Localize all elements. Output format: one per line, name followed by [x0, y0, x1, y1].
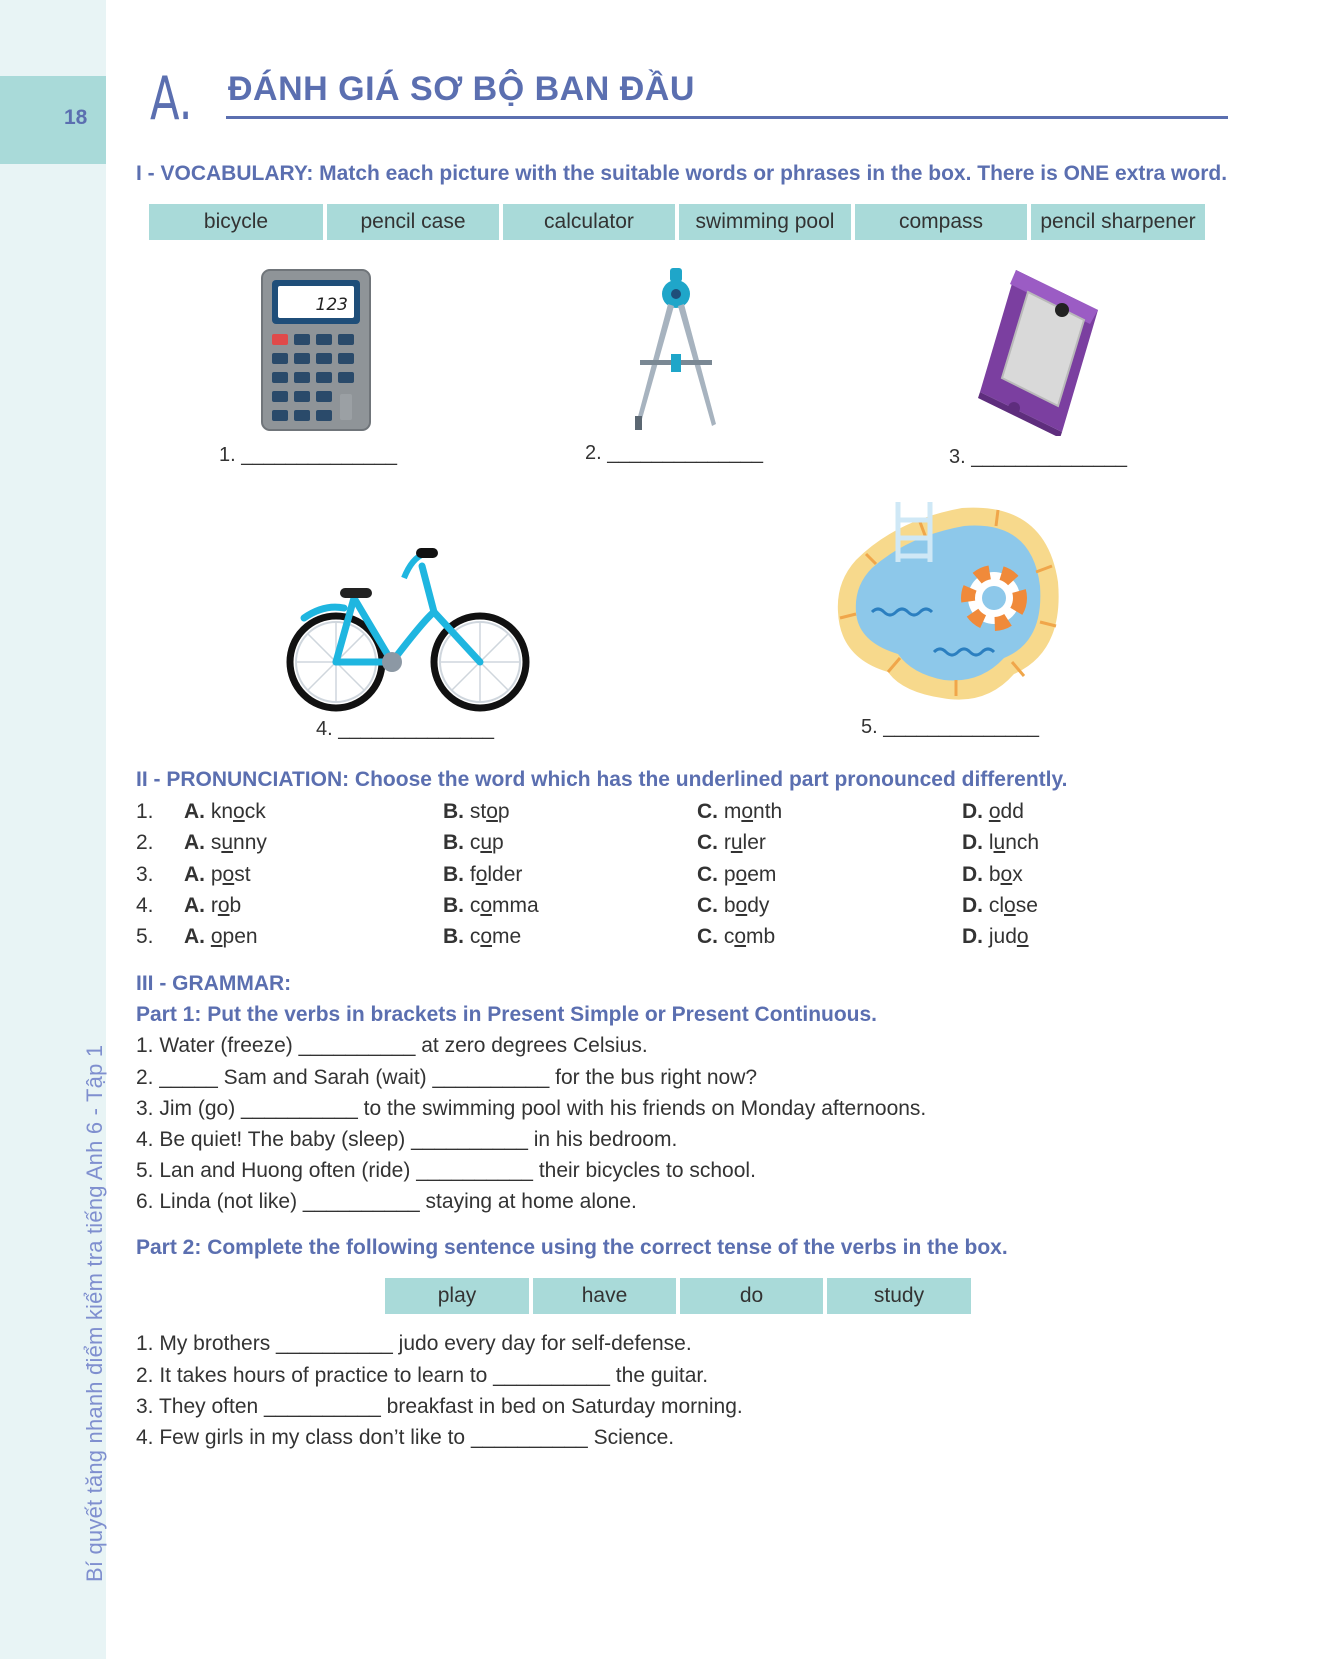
grammar-verb-box	[385, 1278, 971, 1314]
option-letter: B.	[443, 831, 464, 854]
option-word: folder	[469, 863, 523, 886]
option-b[interactable]	[443, 831, 504, 855]
option-a[interactable]	[184, 894, 241, 918]
part1-question: 5. Lan and Huong often (ride) __________ their bicycles to school.	[136, 1159, 756, 1182]
option-letter: B.	[443, 894, 464, 917]
book-title: Bí quyết tăng nhanh điểm kiểm tra tiếng Anh 6 - Tập 1	[82, 1044, 107, 1582]
grammar-part2-heading: Part 2: Complete the following sentence using the correct tense of the verbs in the box.	[136, 1236, 1008, 1259]
underlined-part: o	[734, 925, 747, 948]
option-letter: A.	[184, 894, 205, 917]
underlined-part: u	[480, 831, 493, 854]
option-letter: D.	[962, 863, 983, 886]
underlined-part: o	[233, 800, 245, 823]
pronunciation-heading: II - PRONUNCIATION: Choose the word which has the underlined part pronounced differently.	[136, 768, 1068, 791]
underlined-part: o	[210, 925, 223, 948]
option-letter: A.	[184, 800, 205, 823]
option-letter: B.	[443, 925, 464, 948]
option-a[interactable]	[184, 800, 266, 824]
underlined-part: o	[735, 894, 748, 917]
option-letter: D.	[962, 831, 983, 854]
underlined-part: o	[735, 863, 748, 886]
calculator-picture	[260, 268, 372, 432]
option-b[interactable]	[443, 863, 522, 887]
underlined-part: o	[1016, 925, 1029, 948]
answer-blank-2[interactable]: 2. ______________	[585, 442, 763, 464]
option-d[interactable]	[962, 894, 1038, 918]
option-letter: C.	[697, 800, 718, 823]
option-word: rob	[210, 894, 242, 917]
option-b[interactable]	[443, 800, 510, 824]
option-a[interactable]	[184, 831, 267, 855]
option-c[interactable]	[697, 863, 776, 887]
page-number: 18	[64, 106, 88, 129]
grammar-part1-heading: Part 1: Put the verbs in brackets in Present Simple or Present Continuous.	[136, 1003, 878, 1026]
option-word: knock	[210, 800, 266, 823]
word-box-item: calculator	[503, 204, 675, 240]
vocabulary-heading: I - VOCABULARY: Match each picture with the suitable words or phrases in the box. There is ONE extra word.	[136, 162, 1228, 185]
word-box-item: compass	[855, 204, 1027, 240]
option-b[interactable]	[443, 925, 521, 949]
vocabulary-word-box	[149, 204, 1205, 240]
underlined-part: o	[1000, 863, 1013, 886]
underlined-part: o	[480, 894, 493, 917]
option-word: lunch	[988, 831, 1040, 854]
verb-box-item: have	[533, 1278, 676, 1314]
option-word: comma	[469, 894, 539, 917]
option-a[interactable]	[184, 925, 258, 949]
question-number: 4.	[136, 894, 154, 917]
option-word: sunny	[210, 831, 267, 854]
option-c[interactable]	[697, 894, 769, 918]
option-c[interactable]	[697, 831, 766, 855]
underlined-part: o	[741, 800, 754, 823]
pencil-sharpener-picture	[976, 266, 1104, 436]
option-word: comb	[723, 925, 776, 948]
option-word: odd	[988, 800, 1024, 823]
word-box-item: bicycle	[149, 204, 323, 240]
option-letter: C.	[697, 831, 718, 854]
word-box-item: pencil sharpener	[1031, 204, 1205, 240]
option-d[interactable]	[962, 800, 1024, 824]
option-word: post	[210, 863, 251, 886]
option-a[interactable]	[184, 863, 251, 887]
option-word: close	[988, 894, 1038, 917]
question-number: 5.	[136, 925, 154, 948]
option-word: box	[988, 863, 1023, 886]
option-word: poem	[723, 863, 777, 886]
verb-box-item: do	[680, 1278, 823, 1314]
answer-blank-3[interactable]: 3. ______________	[949, 446, 1127, 468]
option-word: stop	[469, 800, 510, 823]
option-word: open	[210, 925, 258, 948]
option-letter: D.	[962, 925, 983, 948]
part2-question: 1. My brothers __________ judo every day for self-defense.	[136, 1332, 692, 1355]
option-word: come	[469, 925, 522, 948]
section-title: ĐÁNH GIÁ SƠ BỘ BAN ĐẦU	[228, 70, 695, 108]
part1-question: 3. Jim (go) __________ to the swimming pool with his friends on Monday afternoons.	[136, 1097, 927, 1120]
option-d[interactable]	[962, 831, 1039, 855]
page-number-tab	[0, 76, 106, 164]
option-c[interactable]	[697, 800, 782, 824]
option-letter: C.	[697, 894, 718, 917]
option-b[interactable]	[443, 894, 539, 918]
section-letter: A.	[150, 64, 193, 134]
calculator-display-text: 123	[315, 295, 348, 315]
swimming-pool-picture	[836, 502, 1062, 706]
part2-question: 3. They often __________ breakfast in bed on Saturday morning.	[136, 1395, 743, 1418]
option-word: month	[723, 800, 783, 823]
option-letter: D.	[962, 894, 983, 917]
option-letter: C.	[697, 925, 718, 948]
underlined-part: u	[993, 831, 1006, 854]
compass-picture	[626, 266, 726, 434]
verb-box-item: study	[827, 1278, 971, 1314]
option-letter: B.	[443, 863, 464, 886]
underlined-part: o	[475, 863, 488, 886]
part1-question: 6. Linda (not like) __________ staying at home alone.	[136, 1190, 637, 1213]
answer-blank-4[interactable]: 4. ______________	[316, 718, 494, 740]
underlined-part: o	[222, 863, 235, 886]
part1-question: 4. Be quiet! The baby (sleep) __________ in his bedroom.	[136, 1128, 678, 1151]
answer-blank-1[interactable]: 1. ______________	[219, 444, 397, 466]
question-number: 2.	[136, 831, 154, 854]
option-letter: A.	[184, 831, 205, 854]
word-box-item: swimming pool	[679, 204, 851, 240]
question-number: 3.	[136, 863, 154, 886]
grammar-heading: III - GRAMMAR:	[136, 972, 292, 995]
option-d[interactable]	[962, 925, 1029, 949]
underlined-part: o	[1004, 894, 1016, 917]
option-letter: D.	[962, 800, 983, 823]
part2-question: 4. Few girls in my class don’t like to __________ Science.	[136, 1426, 675, 1449]
verb-box-item: play	[385, 1278, 529, 1314]
part1-question: 2. _____ Sam and Sarah (wait) __________ for the bus right now?	[136, 1066, 758, 1089]
word-box-item: pencil case	[327, 204, 499, 240]
option-c[interactable]	[697, 925, 775, 949]
option-word: ruler	[723, 831, 766, 854]
part1-question: 1. Water (freeze) __________ at zero degrees Celsius.	[136, 1034, 648, 1057]
part2-question: 2. It takes hours of practice to learn to __________ the guitar.	[136, 1364, 709, 1387]
option-letter: A.	[184, 863, 205, 886]
underlined-part: o	[988, 800, 1001, 823]
option-letter: B.	[443, 800, 464, 823]
underlined-part: o	[486, 800, 498, 823]
option-word: body	[723, 894, 770, 917]
underlined-part: o	[217, 894, 230, 917]
question-number: 1.	[136, 800, 154, 823]
section-divider	[226, 116, 1228, 119]
underlined-part: u	[221, 831, 234, 854]
option-word: judo	[988, 925, 1029, 948]
underlined-part: o	[480, 925, 493, 948]
option-letter: C.	[697, 863, 718, 886]
option-d[interactable]	[962, 863, 1023, 887]
bicycle-picture	[284, 548, 532, 714]
answer-blank-5[interactable]: 5. ______________	[861, 716, 1039, 738]
option-letter: A.	[184, 925, 205, 948]
underlined-part: u	[730, 831, 743, 854]
option-word: cup	[469, 831, 504, 854]
